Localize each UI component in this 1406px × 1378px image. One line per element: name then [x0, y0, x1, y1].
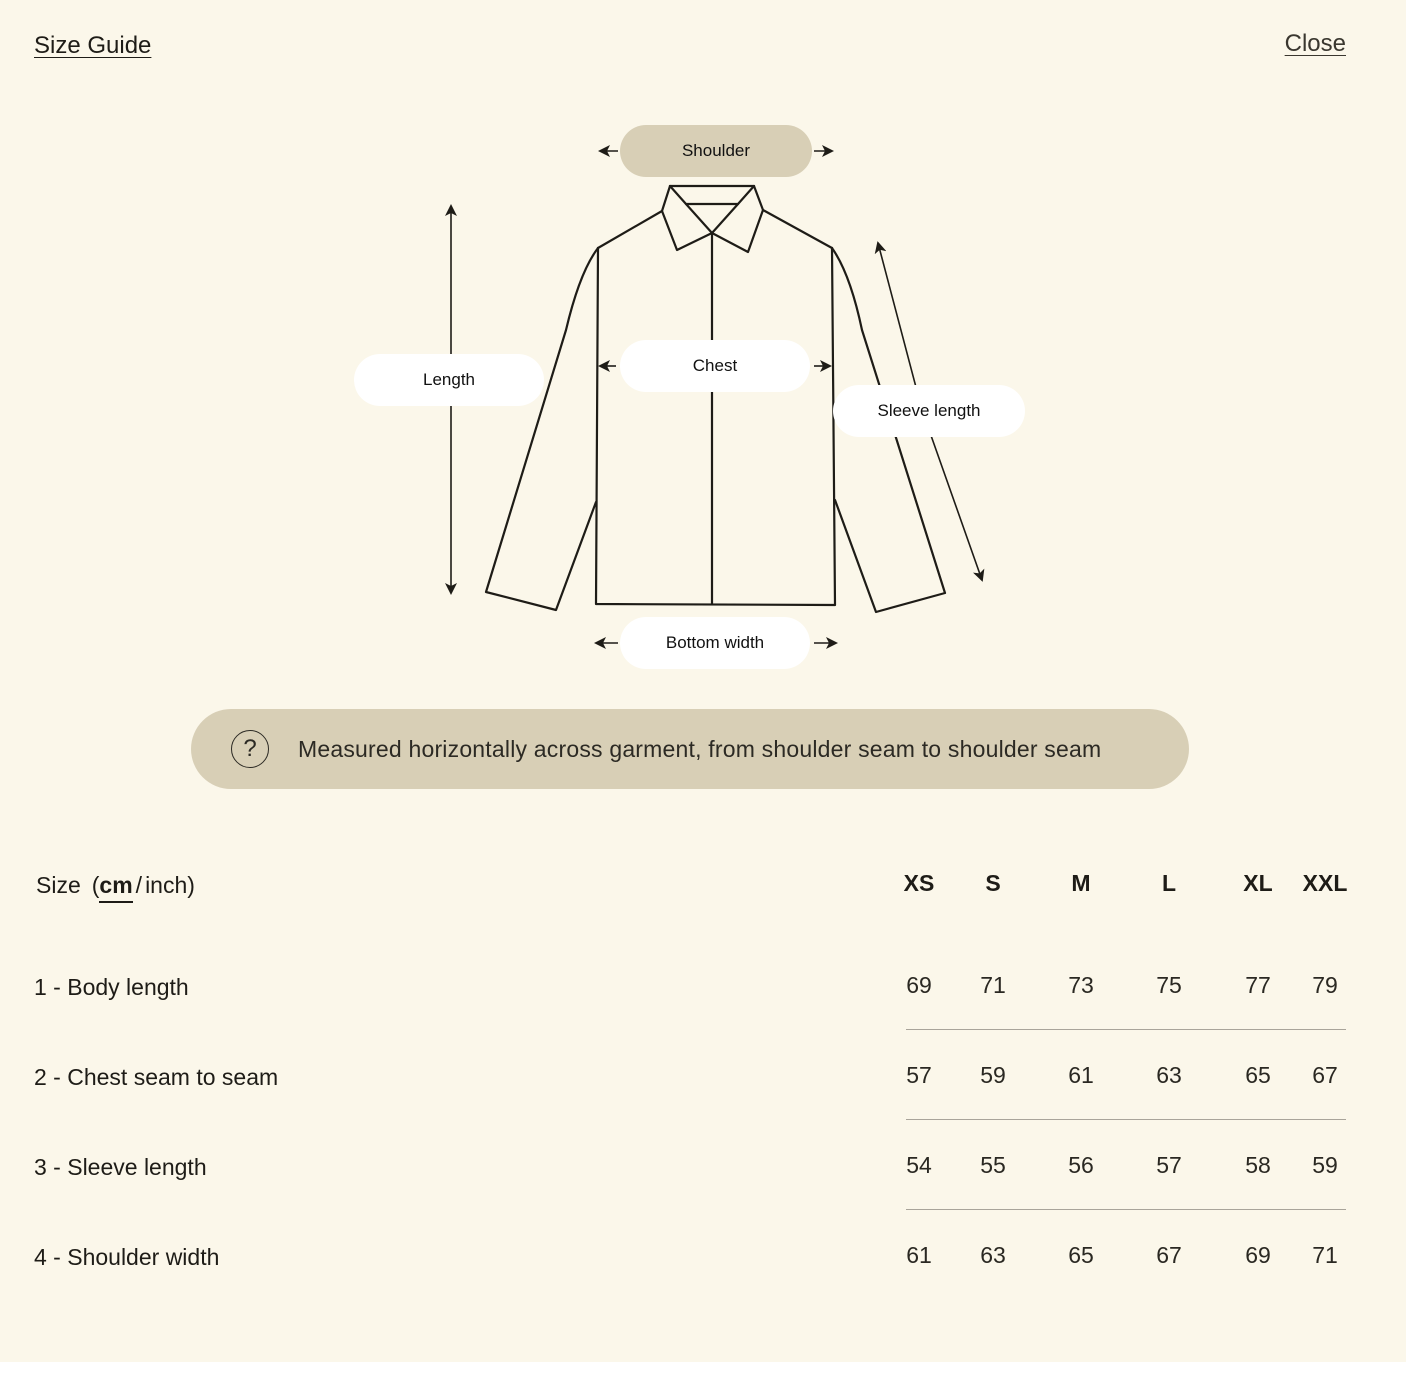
unit-cm-toggle[interactable]: cm: [99, 872, 132, 903]
measurement-value: 63: [980, 1242, 1006, 1268]
measurement-value: 69: [906, 972, 932, 998]
measurement-value: 67: [1156, 1242, 1182, 1268]
bottom-strip: [0, 1362, 1406, 1378]
row-divider: [906, 1209, 1346, 1210]
measurement-row-label: 1 - Body length: [34, 974, 189, 1000]
measurement-row-label: 3 - Sleeve length: [34, 1154, 207, 1180]
measurement-value: 63: [1156, 1062, 1182, 1088]
measurement-value: 58: [1245, 1152, 1271, 1178]
open-paren: (: [91, 872, 100, 898]
measurement-description: Measured horizontally across garment, from shoulder seam to shoulder seam: [298, 735, 1102, 762]
chest-label[interactable]: Chest: [620, 340, 810, 392]
measurement-value: 57: [906, 1062, 932, 1088]
size-column-header: L: [1161, 870, 1177, 896]
size-column-header: XXL: [1302, 870, 1348, 896]
measurement-value: 54: [906, 1152, 932, 1178]
size-column-header: XS: [903, 870, 935, 896]
measurement-value: 69: [1245, 1242, 1271, 1268]
measurement-value: 79: [1312, 972, 1338, 998]
measurement-value: 71: [980, 972, 1006, 998]
question-icon: ?: [231, 730, 269, 768]
measurement-value: 61: [906, 1242, 932, 1268]
shoulder-label[interactable]: Shoulder: [620, 125, 812, 177]
row-divider: [906, 1029, 1346, 1030]
measurement-value: 71: [1312, 1242, 1338, 1268]
measurement-value: 67: [1312, 1062, 1338, 1088]
measurement-info-bar: [191, 709, 1189, 789]
sleeve-length-label[interactable]: Sleeve length: [833, 385, 1025, 437]
measurement-row-label: 2 - Chest seam to seam: [34, 1064, 279, 1090]
size-label: Size: [36, 872, 81, 898]
size-column-header: S: [985, 870, 1001, 896]
size-guide-title[interactable]: Size Guide: [34, 32, 152, 59]
size-column-header: M: [1071, 870, 1091, 896]
measurement-value: 59: [1312, 1152, 1338, 1178]
measurement-value: 65: [1068, 1242, 1094, 1268]
measurement-value: 65: [1245, 1062, 1271, 1088]
unit-separator: /: [135, 872, 143, 898]
measurement-value: 75: [1156, 972, 1182, 998]
measurement-value: 56: [1068, 1152, 1094, 1178]
measurement-value: 59: [980, 1062, 1006, 1088]
measurement-row-label: 4 - Shoulder width: [34, 1244, 220, 1270]
measurement-value: 55: [980, 1152, 1006, 1178]
close-button[interactable]: Close: [1284, 30, 1346, 57]
measurement-value: 73: [1068, 972, 1094, 998]
measurement-value: 77: [1245, 972, 1271, 998]
size-column-header: XL: [1243, 870, 1273, 896]
measurement-value: 57: [1156, 1152, 1182, 1178]
size-unit-header: [36, 872, 195, 903]
row-divider: [906, 1119, 1346, 1120]
measurement-value: 61: [1068, 1062, 1094, 1088]
unit-inch-toggle[interactable]: inch: [145, 872, 188, 898]
length-label[interactable]: Length: [354, 354, 544, 406]
close-paren: ): [187, 872, 195, 898]
bottom-width-label[interactable]: Bottom width: [620, 617, 810, 669]
